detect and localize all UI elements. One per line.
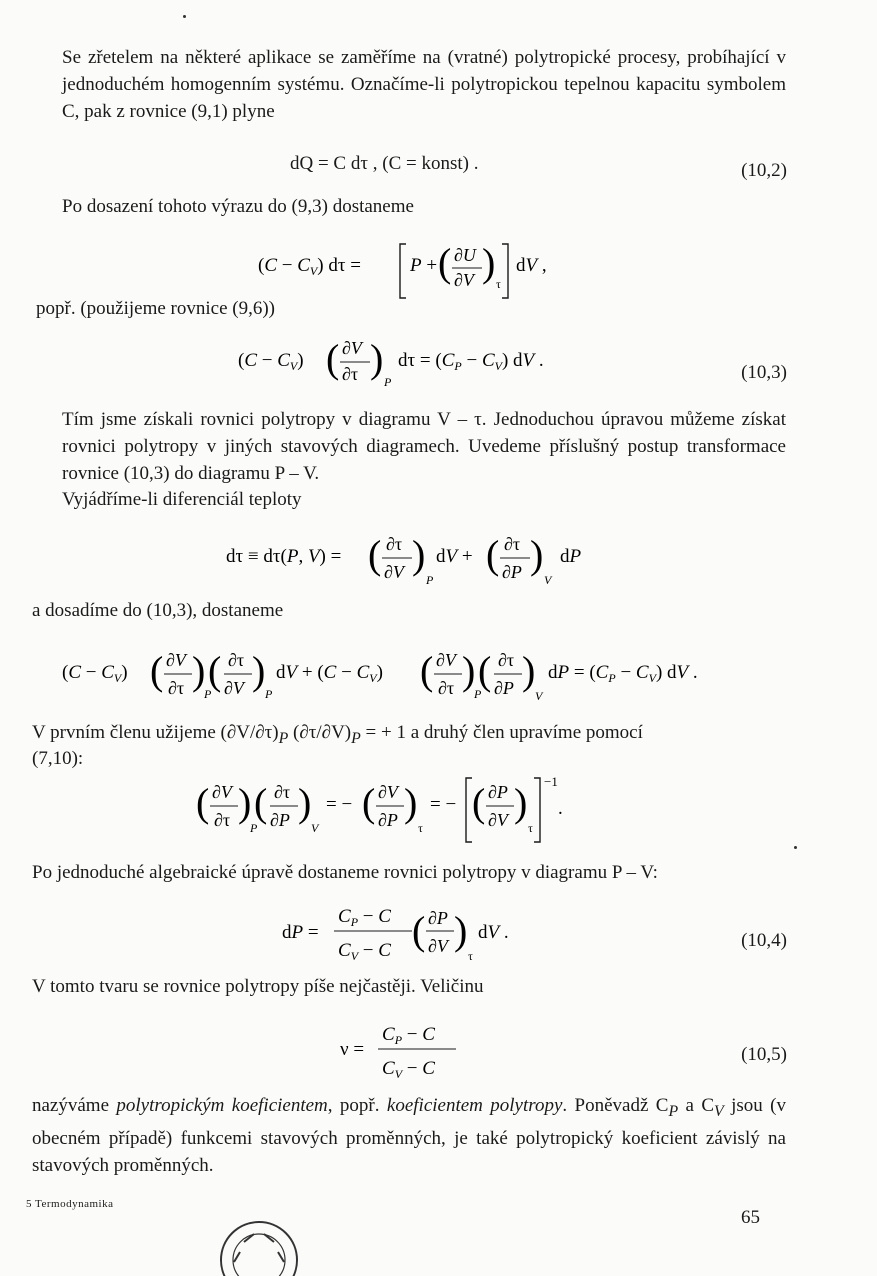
svg-text:CP − C: $C_P - C$ xyxy=(382,1024,435,1047)
svg-text:dV +: dV + xyxy=(436,546,473,567)
svg-text:∂V: ∂V xyxy=(378,782,398,802)
equation-number-10-3: (10,3) xyxy=(741,362,787,383)
svg-text:): ) xyxy=(522,648,536,693)
svg-text:(: ( xyxy=(326,336,340,381)
speck-mark xyxy=(794,846,797,849)
speck-mark xyxy=(183,15,186,18)
svg-text:(: ( xyxy=(254,780,268,825)
svg-text:dV ,: dV , xyxy=(516,255,547,276)
svg-text:∂P: ∂P xyxy=(428,908,448,928)
equation-10-4 xyxy=(282,898,542,970)
paragraph-substitute: a dosadíme do (10,3), dostaneme xyxy=(32,600,284,621)
paragraph-most-common-form: V tomto tvaru se rovnice polytropy píše nejčastěji. Veličinu xyxy=(32,976,484,997)
equation-dtau xyxy=(226,528,606,594)
svg-text:P: P xyxy=(384,375,392,389)
svg-text:P: P xyxy=(265,687,273,701)
svg-text:∂τ: ∂τ xyxy=(214,810,231,830)
svg-text:P +: P + xyxy=(410,255,438,276)
running-title: 5 Termodynamika xyxy=(26,1198,114,1210)
svg-text:(: ( xyxy=(472,780,486,825)
paragraph-temperature-differential: Vyjádříme-li diferenciál teploty xyxy=(62,489,302,510)
svg-text:(: ( xyxy=(368,532,382,577)
svg-text:∂P: ∂P xyxy=(502,562,522,582)
svg-text:dτ ≡ dτ(P, V) =: dτ ≡ dτ(P, V) = xyxy=(226,546,342,567)
svg-text:): ) xyxy=(252,648,266,693)
svg-text:dτ = (CP − CV) dV .: $d\tau = (C_P - C_V)$ dV . xyxy=(398,350,544,373)
equation-number-10-5: (10,5) xyxy=(741,1044,787,1065)
svg-text:CV − C: $C_V - C$ xyxy=(382,1058,435,1081)
svg-text:∂V: ∂V xyxy=(224,678,244,698)
svg-text:dP: dP xyxy=(560,546,582,567)
svg-text:∂τ: ∂τ xyxy=(168,678,185,698)
svg-text:∂P: ∂P xyxy=(488,782,508,802)
svg-text:dV + (C − CV): dV + $(C - C_V)$ xyxy=(276,662,383,685)
svg-text:= −: = − xyxy=(326,794,353,815)
svg-text:∂τ: ∂τ xyxy=(228,650,245,670)
paragraph-using-9-6: popř. (použijeme rovnice (9,6)) xyxy=(36,298,275,319)
svg-text:∂τ: ∂τ xyxy=(274,782,291,802)
paragraph-polytropic-coefficient: nazýváme polytropickým koeficientem, popř. koeficientem polytropy. Poněvadž $C_P$ a $C_V$ jsou (v obecném případě) funkcemi stavových proměnných, je také polytropický koeficient závislý na stavových proměnných. xyxy=(32,1095,786,1176)
svg-text:(: ( xyxy=(420,648,434,693)
svg-text:τ: τ xyxy=(468,949,473,963)
svg-text:(: ( xyxy=(208,648,222,693)
svg-text:V: V xyxy=(311,821,319,835)
svg-text:(: ( xyxy=(412,908,426,953)
svg-text:(C − CV): $(C - C_V)$ xyxy=(238,350,304,373)
svg-text:): ) xyxy=(530,532,544,577)
svg-text:dP = (CP − CV) dV .: dP = $(C_P - C_V)$ dV . xyxy=(548,662,698,685)
svg-text:(C − CV): $(C - C_V)$ xyxy=(62,662,128,685)
paragraph-polytrope-vt: Tím jsme získali rovnici polytropy v diagramu V – τ. Jednoduchou úpravou můžeme získat rovnici polytropy v jiných stavových diagramech. Uvedeme příslušný postup transformace rovnice (10,3) do diagramu P – V. xyxy=(62,409,786,484)
equation-cyclic-relation xyxy=(196,770,616,846)
svg-text:τ: τ xyxy=(496,277,501,291)
svg-text:dV .: dV . xyxy=(478,922,509,943)
svg-text:(: ( xyxy=(196,780,210,825)
svg-text:∂V: ∂V xyxy=(488,810,508,830)
svg-text:): ) xyxy=(192,648,206,693)
svg-text:): ) xyxy=(412,532,426,577)
svg-text:): ) xyxy=(238,780,252,825)
svg-text:P: P xyxy=(250,821,258,835)
equation-number-10-4: (10,4) xyxy=(741,930,787,951)
svg-text:P: P xyxy=(426,573,434,587)
svg-text:): ) xyxy=(482,240,496,285)
svg-text:P: P xyxy=(204,687,212,701)
svg-text:∂V: ∂V xyxy=(428,936,448,956)
library-stamp-icon xyxy=(214,1212,304,1276)
paragraph-substitution: Po dosazení tohoto výrazu do (9,3) dostaneme xyxy=(62,196,414,217)
equation-first-law xyxy=(258,236,588,306)
svg-text:∂τ: ∂τ xyxy=(438,678,455,698)
svg-text:(: ( xyxy=(478,648,492,693)
svg-text:V: V xyxy=(535,689,543,703)
svg-text:): ) xyxy=(404,780,418,825)
svg-text:V: V xyxy=(544,573,552,587)
paragraph-ref-7-10: (7,10): xyxy=(32,748,84,769)
svg-text:(: ( xyxy=(486,532,500,577)
svg-text:): ) xyxy=(298,780,312,825)
paragraph-algebraic: Po jednoduché algebraické úpravě dostaneme rovnici polytropy v diagramu P – V: xyxy=(32,862,658,883)
equation-10-2: dQ = C dτ , (C = konst) . xyxy=(290,153,479,174)
svg-text:−1: −1 xyxy=(544,774,558,789)
svg-text:τ: τ xyxy=(418,821,423,835)
svg-text:P: P xyxy=(474,687,482,701)
svg-text:∂τ: ∂τ xyxy=(342,364,359,384)
svg-text:.: . xyxy=(558,798,563,819)
svg-text:∂τ: ∂τ xyxy=(386,534,403,554)
svg-text:∂V: ∂V xyxy=(436,650,456,670)
svg-text:∂V: ∂V xyxy=(342,338,362,358)
svg-text:CP − C: $C_P - C$ xyxy=(338,906,391,929)
svg-text:dP =: dP = xyxy=(282,922,319,943)
paragraph-first-term: V prvním členu užijeme $(\partial V/\partial\tau)_P$ $(\partial\tau/\partial V)_P$ = + 1 a druhý člen upravíme pomocí xyxy=(32,722,643,747)
equation-number-10-2: (10,2) xyxy=(741,160,787,181)
svg-text:(: ( xyxy=(438,240,452,285)
svg-text:= −: = − xyxy=(430,794,457,815)
paragraph-intro: Se zřetelem na některé aplikace se zaměříme na (vratné) polytropické procesy, probíhající v jednoduchém homogenním systému. Označíme-li polytropickou tepelnou kapacitu symbolem C, pak z rovnice (9,1) plyne xyxy=(62,47,786,122)
svg-text:): ) xyxy=(514,780,528,825)
equation-10-3 xyxy=(238,332,598,394)
svg-text:): ) xyxy=(454,908,468,953)
svg-text:): ) xyxy=(370,336,384,381)
svg-text:∂P: ∂P xyxy=(378,810,398,830)
svg-text:ν =: ν = xyxy=(340,1039,365,1060)
svg-text:τ: τ xyxy=(528,821,533,835)
svg-text:(: ( xyxy=(150,648,164,693)
page-number: 65 xyxy=(741,1207,760,1228)
svg-text:(C − CV) dτ =: $(C - C_V)$ dτ = xyxy=(258,255,361,278)
svg-text:∂τ: ∂τ xyxy=(498,650,515,670)
svg-text:∂V: ∂V xyxy=(166,650,186,670)
svg-text:∂V: ∂V xyxy=(454,270,474,290)
equation-10-5 xyxy=(340,1018,480,1082)
svg-text:(: ( xyxy=(362,780,376,825)
svg-text:CV − C: $C_V - C$ xyxy=(338,940,391,963)
svg-text:∂V: ∂V xyxy=(384,562,404,582)
svg-text:): ) xyxy=(462,648,476,693)
equation-substituted xyxy=(62,642,752,710)
svg-text:∂V: ∂V xyxy=(212,782,232,802)
svg-text:∂τ: ∂τ xyxy=(504,534,521,554)
svg-text:∂U: ∂U xyxy=(454,245,476,265)
svg-text:∂P: ∂P xyxy=(494,678,514,698)
svg-text:∂P: ∂P xyxy=(270,810,290,830)
